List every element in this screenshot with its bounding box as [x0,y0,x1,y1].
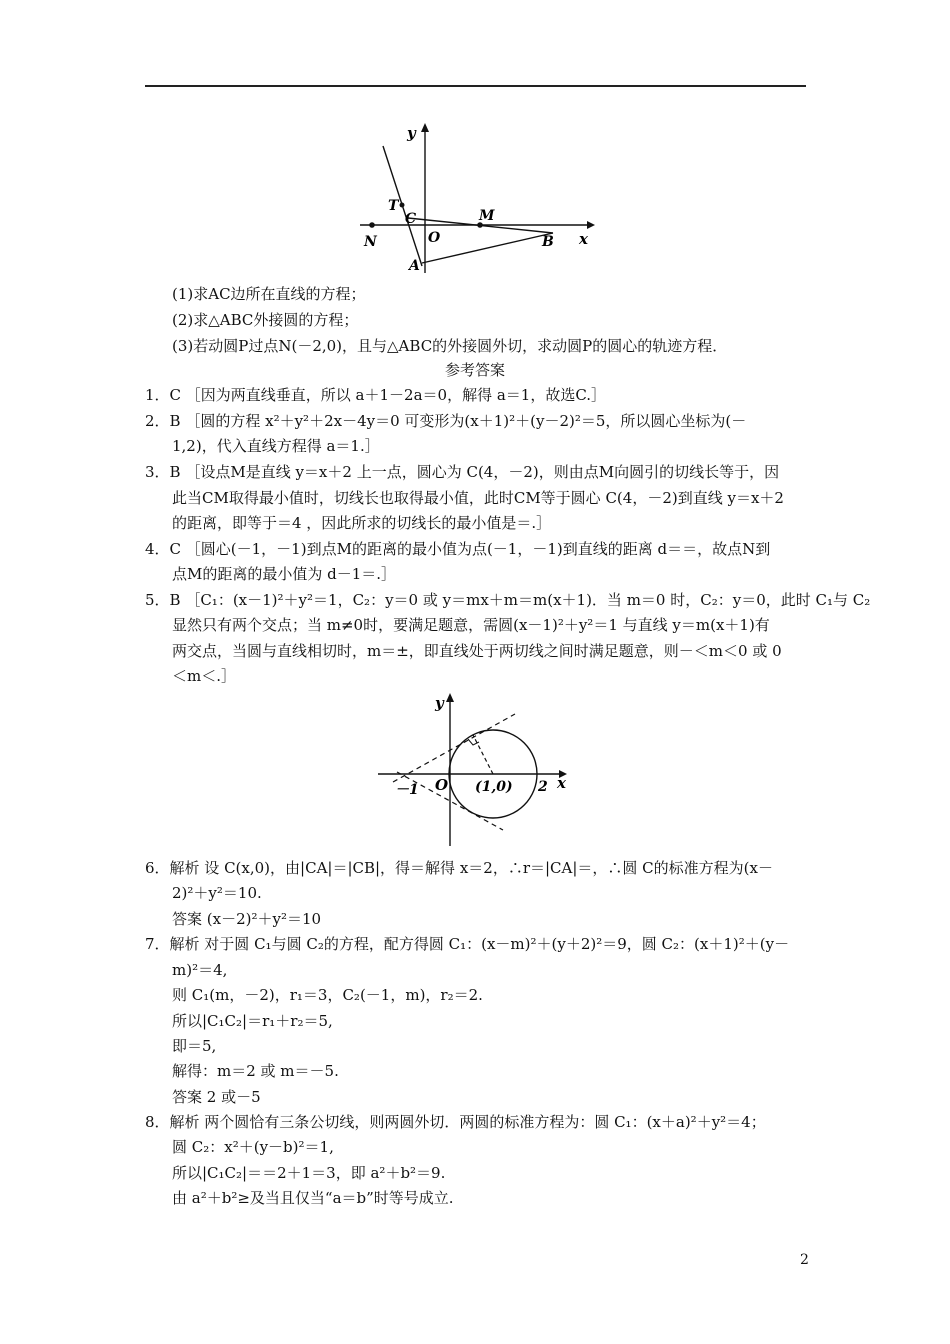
label-a: A [409,258,420,274]
header-rule [145,85,806,87]
right-angle-mark [468,739,479,745]
answer-line: 5．B ［C₁：(x－1)²＋y²＝1，C₂：y＝0 或 y＝mx＋m＝m(x＋1)．当 m＝0 时，C₂：y＝0，此时 C₁与 C₂ [145,591,871,609]
label-o: O [428,230,441,246]
answer-line: 4．C ［圆心(－1，－1)到点M的距离的最小值为点(－1，－1)到直线的距离 d＝＝，故点N到 [145,540,771,558]
label-m: M [479,208,495,224]
label-c: C [405,211,417,227]
answer-line: ＜m＜.］ [172,667,236,685]
label-b: B [542,234,554,250]
answer-line: 两交点，当圆与直线相切时，m＝±，即直线处于两切线之间时满足题意，则－＜m＜0 或 0 [172,642,782,660]
solution-line: 2)²＋y²＝10. [172,884,262,902]
label-n: N [364,234,377,250]
solution-line: 即＝5, [172,1037,217,1055]
label-o: O [435,776,449,794]
answer-line: 3．B ［设点M是直线 y＝x＋2 上一点，圆心为 C(4，－2)，则由点M向圆引的切线长等于，因 [145,463,780,481]
solution-line: 8．解析 两个圆恰有三条公切线，则两圆外切．两圆的标准方程为：圆 C₁：(x＋a)²＋y²＝4； [145,1113,766,1131]
answer-line: 点M的距离的最小值为 d－1＝.］ [172,565,397,583]
solution-line: 所以|C₁C₂|＝＝2＋1＝3，即 a²＋b²＝9. [172,1164,446,1182]
radius-to-tangent [473,735,493,774]
label-two: 2 [538,779,548,795]
question-2: (2)求△ABC外接圆的方程； [172,311,359,329]
solution-line: 所以|C₁C₂|＝r₁＋r₂＝5, [172,1012,333,1030]
solution-line: 7．解析 对于圆 C₁与圆 C₂的方程，配方得圆 C₁：(x－m)²＋(y＋2)²＝9，圆 C₂：(x＋1)²＋(y－ [145,935,790,953]
answer-line: 显然只有两个交点；当 m≠0时，要满足题意，需圆(x－1)²＋y²＝1 与直线 y＝m(x＋1)有 [172,616,770,634]
label-t: T [388,198,399,214]
question-1: (1)求AC边所在直线的方程； [172,285,366,303]
answer-line: 1．C ［因为两直线垂直，所以 a＋1－2a＝0，解得 a＝1，故选C.］ [145,386,607,404]
point-n [369,222,375,228]
solution-line: 解得：m＝2 或 m＝－5. [172,1062,339,1080]
solution-line: m)²＝4, [172,961,228,979]
solution-line: 由 a²＋b²≥及当且仅当“a＝b”时等号成立. [172,1189,454,1207]
label-neg1: －1 [395,782,419,798]
label-y: y [407,124,416,142]
triangle-figure [355,118,595,278]
label-x: x [557,774,566,792]
label-y: y [435,694,444,712]
x-axis-arrow [587,221,595,229]
solution-line: 圆 C₂：x²＋(y－b)²＝1, [172,1138,334,1156]
answer-line: 2．B ［圆的方程 x²＋y²＋2x－4y＝0 可变形为(x＋1)²＋(y－2)²＝5，所以圆心坐标为(－ [145,412,747,430]
answer-line: 1,2)，代入直线方程得 a＝1.］ [172,437,380,455]
y-axis-arrow [446,693,454,702]
solution-line: 答案 2 或－5 [172,1088,261,1106]
tangent-upper [393,714,515,782]
question-3: (3)若动圆P过点N(－2,0)，且与△ABC的外接圆外切，求动圆P的圆心的轨迹方程． [172,337,728,355]
answer-line: 此当CM取得最小值时，切线长也取得最小值，此时CM等于圆心 C(4，－2)到直线 y＝x＋2 [172,489,784,507]
solution-line: 6．解析 设 C(x,0)，由|CA|＝|CB|，得＝解得 x＝2，∴r＝|CA|＝，∴圆 C的标准方程为(x－ [145,859,773,877]
point-t [400,203,405,208]
solution-line: 答案 (x－2)²＋y²＝10 [172,910,322,928]
y-axis-arrow [421,123,429,132]
segment-ab [422,233,553,263]
answer-line: 的距离，即等于＝4 ，因此所求的切线长的最小值是＝.］ [172,514,552,532]
solution-line: 则 C₁(m，－2)，r₁＝3，C₂(－1，m)，r₂＝2. [172,986,483,1004]
page-number: 2 [800,1252,809,1268]
label-x: x [579,230,588,248]
label-center: (1,0) [475,779,513,795]
circle-tangent-figure [375,688,575,848]
answers-title: 参考答案 [444,361,505,379]
